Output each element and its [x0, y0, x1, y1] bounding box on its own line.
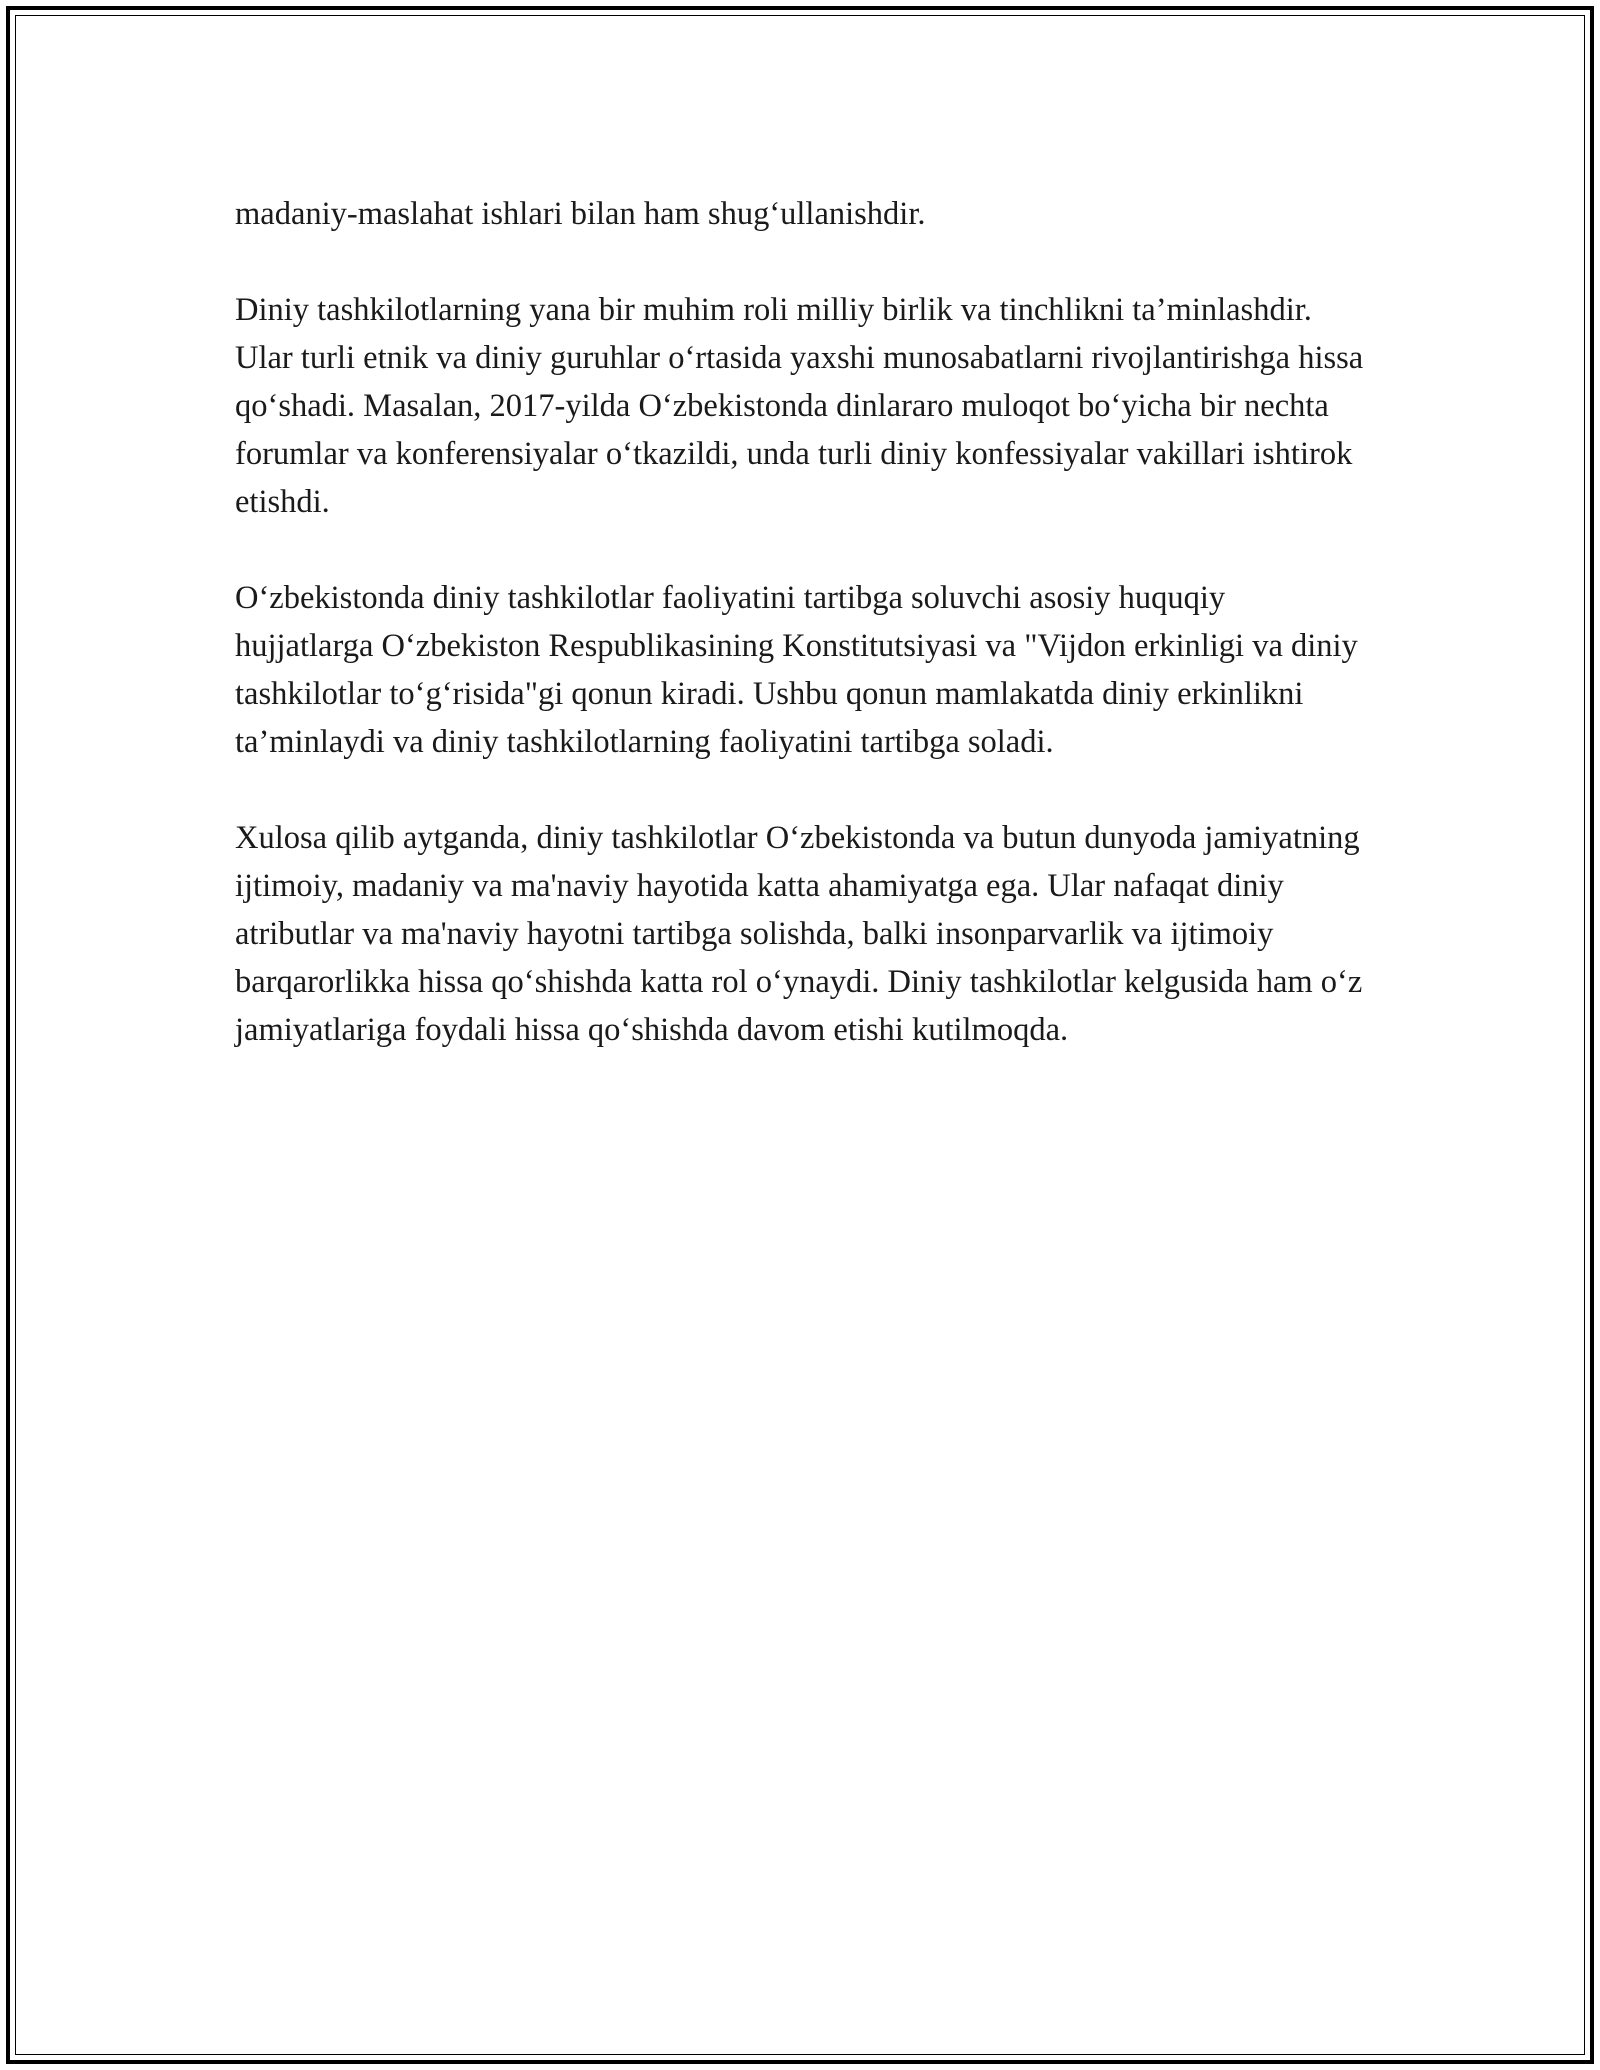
paragraph-conclusion: Xulosa qilib aytganda, diniy tashkilotlar O‘zbekistonda va butun dunyoda jamiyatning ijtimoiy, madaniy va ma'naviy hayotida katta ahamiyatga ega. Ular nafaqat diniy atributlar va ma'naviy hayotni tartibga solishda, balki insonparvarlik va ijtimoiy barqarorlikka hissa qo‘shishda katta rol o‘ynaydi. Diniy tashkilotlar kelgusida ham o‘z jamiyatlariga foydali hissa qo‘shishda davom etishi kutilmoqda.	[235, 820, 1363, 1048]
paragraph-continuation: madaniy-maslahat ishlari bilan ham shug‘ullanishdir.	[235, 196, 926, 232]
document-body	[235, 190, 1365, 1054]
paragraph-legal-documents: O‘zbekistonda diniy tashkilotlar faoliyatini tartibga soluvchi asosiy huquqiy hujjatlarga O‘zbekiston Respublikasining Konstitutsiyasi va "Vijdon erkinligi va diniy tashkilotlar to‘g‘risida"gi qonun kiradi. Ushbu qonun mamlakatda diniy erkinlikni ta’minlaydi va diniy tashkilotlarning faoliyatini tartibga soladi.	[235, 580, 1358, 760]
paragraph-national-unity: Diniy tashkilotlarning yana bir muhim roli milliy birlik va tinchlikni ta’minlashdir. Ular turli etnik va diniy guruhlar o‘rtasida yaxshi munosabatlarni rivojlantirishga hissa qo‘shadi. Masalan, 2017-yilda O‘zbekistonda dinlararo muloqot bo‘yicha bir nechta forumlar va konferensiyalar o‘tkazildi, unda turli diniy konfessiyalar vakillari ishtirok etishdi.	[235, 292, 1364, 520]
